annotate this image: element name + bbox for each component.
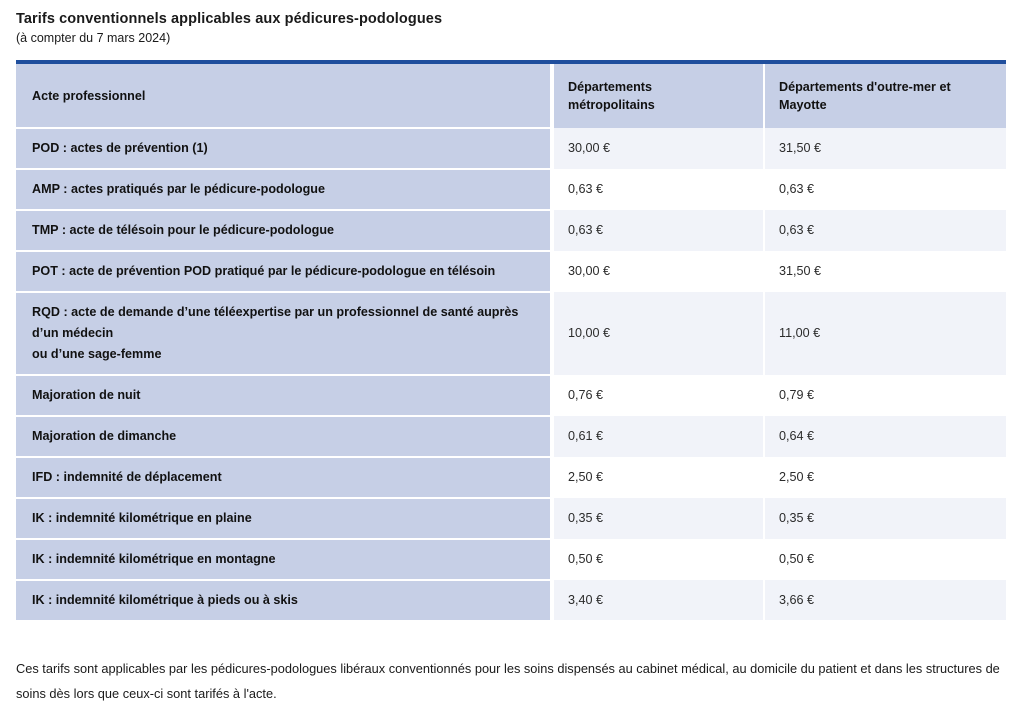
cell-act-line: Majoration de dimanche: [32, 429, 177, 443]
cell-act-line: RQD : acte de demande d’une téléexpertise par un professionnel de santé auprès d’un médecin: [32, 305, 519, 340]
table-header-row: [16, 64, 1006, 128]
table-row: [16, 580, 1006, 620]
cell-metropolitan-price: 2,50 €: [552, 457, 764, 498]
table-row: [16, 251, 1006, 292]
cell-overseas-price: 31,50 €: [764, 251, 1006, 292]
cell-act: [16, 251, 552, 292]
cell-overseas-price: 31,50 €: [764, 128, 1006, 169]
cell-act: [16, 457, 552, 498]
title-block: [0, 0, 1022, 47]
cell-act: [16, 210, 552, 251]
cell-act: [16, 375, 552, 416]
cell-act-line: IK : indemnité kilométrique à pieds ou à skis: [32, 593, 298, 607]
cell-metropolitan-price: 30,00 €: [552, 128, 764, 169]
cell-act: [16, 498, 552, 539]
table-row: [16, 210, 1006, 251]
column-header-act: Acte professionnel: [16, 64, 552, 128]
tariff-table-container: [16, 60, 1006, 620]
column-header-metropolitan-line1: Départements: [568, 80, 652, 94]
page-subtitle: (à compter du 7 mars 2024): [16, 31, 171, 45]
cell-act-line: ou d’une sage-femme: [32, 347, 162, 361]
cell-metropolitan-price: 0,61 €: [552, 416, 764, 457]
cell-act-line: POD : actes de prévention (1): [32, 141, 208, 155]
cell-metropolitan-price: 30,00 €: [552, 251, 764, 292]
cell-act: [16, 416, 552, 457]
cell-act-line: POT : acte de prévention POD pratiqué par le pédicure-podologue en télésoin: [32, 264, 496, 278]
cell-metropolitan-price: 3,40 €: [552, 580, 764, 620]
table-header: [16, 64, 1006, 128]
cell-metropolitan-price: 0,76 €: [552, 375, 764, 416]
cell-overseas-price: 0,35 €: [764, 498, 1006, 539]
cell-act-line: AMP : actes pratiqués par le pédicure-podologue: [32, 182, 325, 196]
page-title: Tarifs conventionnels applicables aux pédicures-podologues: [16, 11, 443, 27]
cell-act: [16, 292, 552, 375]
column-header-metropolitan-line2: métropolitains: [568, 98, 655, 112]
cell-overseas-price: 0,63 €: [764, 169, 1006, 210]
cell-act-line: Majoration de nuit: [32, 388, 141, 402]
cell-metropolitan-price: 0,35 €: [552, 498, 764, 539]
table-row: [16, 128, 1006, 169]
table-row: [16, 457, 1006, 498]
cell-overseas-price: 0,50 €: [764, 539, 1006, 580]
table-body: [16, 128, 1006, 620]
column-header-metropolitan: [552, 64, 764, 128]
tariff-table: [16, 64, 1006, 620]
cell-overseas-price: 3,66 €: [764, 580, 1006, 620]
cell-metropolitan-price: 0,50 €: [552, 539, 764, 580]
table-row: [16, 292, 1006, 375]
cell-act: [16, 169, 552, 210]
cell-act: [16, 128, 552, 169]
footnote: Ces tarifs sont applicables par les pédicures-podologues libéraux conventionnés pour les soins dispensés au cabinet médical, au domicile du patient et dans les structures de soins dès lors que ceux-ci sont tarifés à l'acte.: [16, 661, 1000, 701]
cell-act-line: IFD : indemnité de déplacement: [32, 470, 222, 484]
cell-overseas-price: 0,79 €: [764, 375, 1006, 416]
table-row: [16, 498, 1006, 539]
cell-metropolitan-price: 0,63 €: [552, 210, 764, 251]
table-row: [16, 375, 1006, 416]
cell-overseas-price: 0,63 €: [764, 210, 1006, 251]
table-row: [16, 416, 1006, 457]
table-row: [16, 539, 1006, 580]
cell-act-line: TMP : acte de télésoin pour le pédicure-podologue: [32, 223, 335, 237]
cell-overseas-price: 2,50 €: [764, 457, 1006, 498]
cell-act: [16, 539, 552, 580]
cell-metropolitan-price: 0,63 €: [552, 169, 764, 210]
cell-overseas-price: 11,00 €: [764, 292, 1006, 375]
cell-metropolitan-price: 10,00 €: [552, 292, 764, 375]
cell-act: [16, 580, 552, 620]
cell-act-line: IK : indemnité kilométrique en plaine: [32, 511, 252, 525]
cell-overseas-price: 0,64 €: [764, 416, 1006, 457]
column-header-overseas: [764, 64, 1006, 128]
cell-act-line: IK : indemnité kilométrique en montagne: [32, 552, 276, 566]
column-header-overseas-line1: Départements d'outre-mer et: [779, 80, 951, 94]
table-row: [16, 169, 1006, 210]
column-header-overseas-line2: Mayotte: [779, 98, 827, 112]
